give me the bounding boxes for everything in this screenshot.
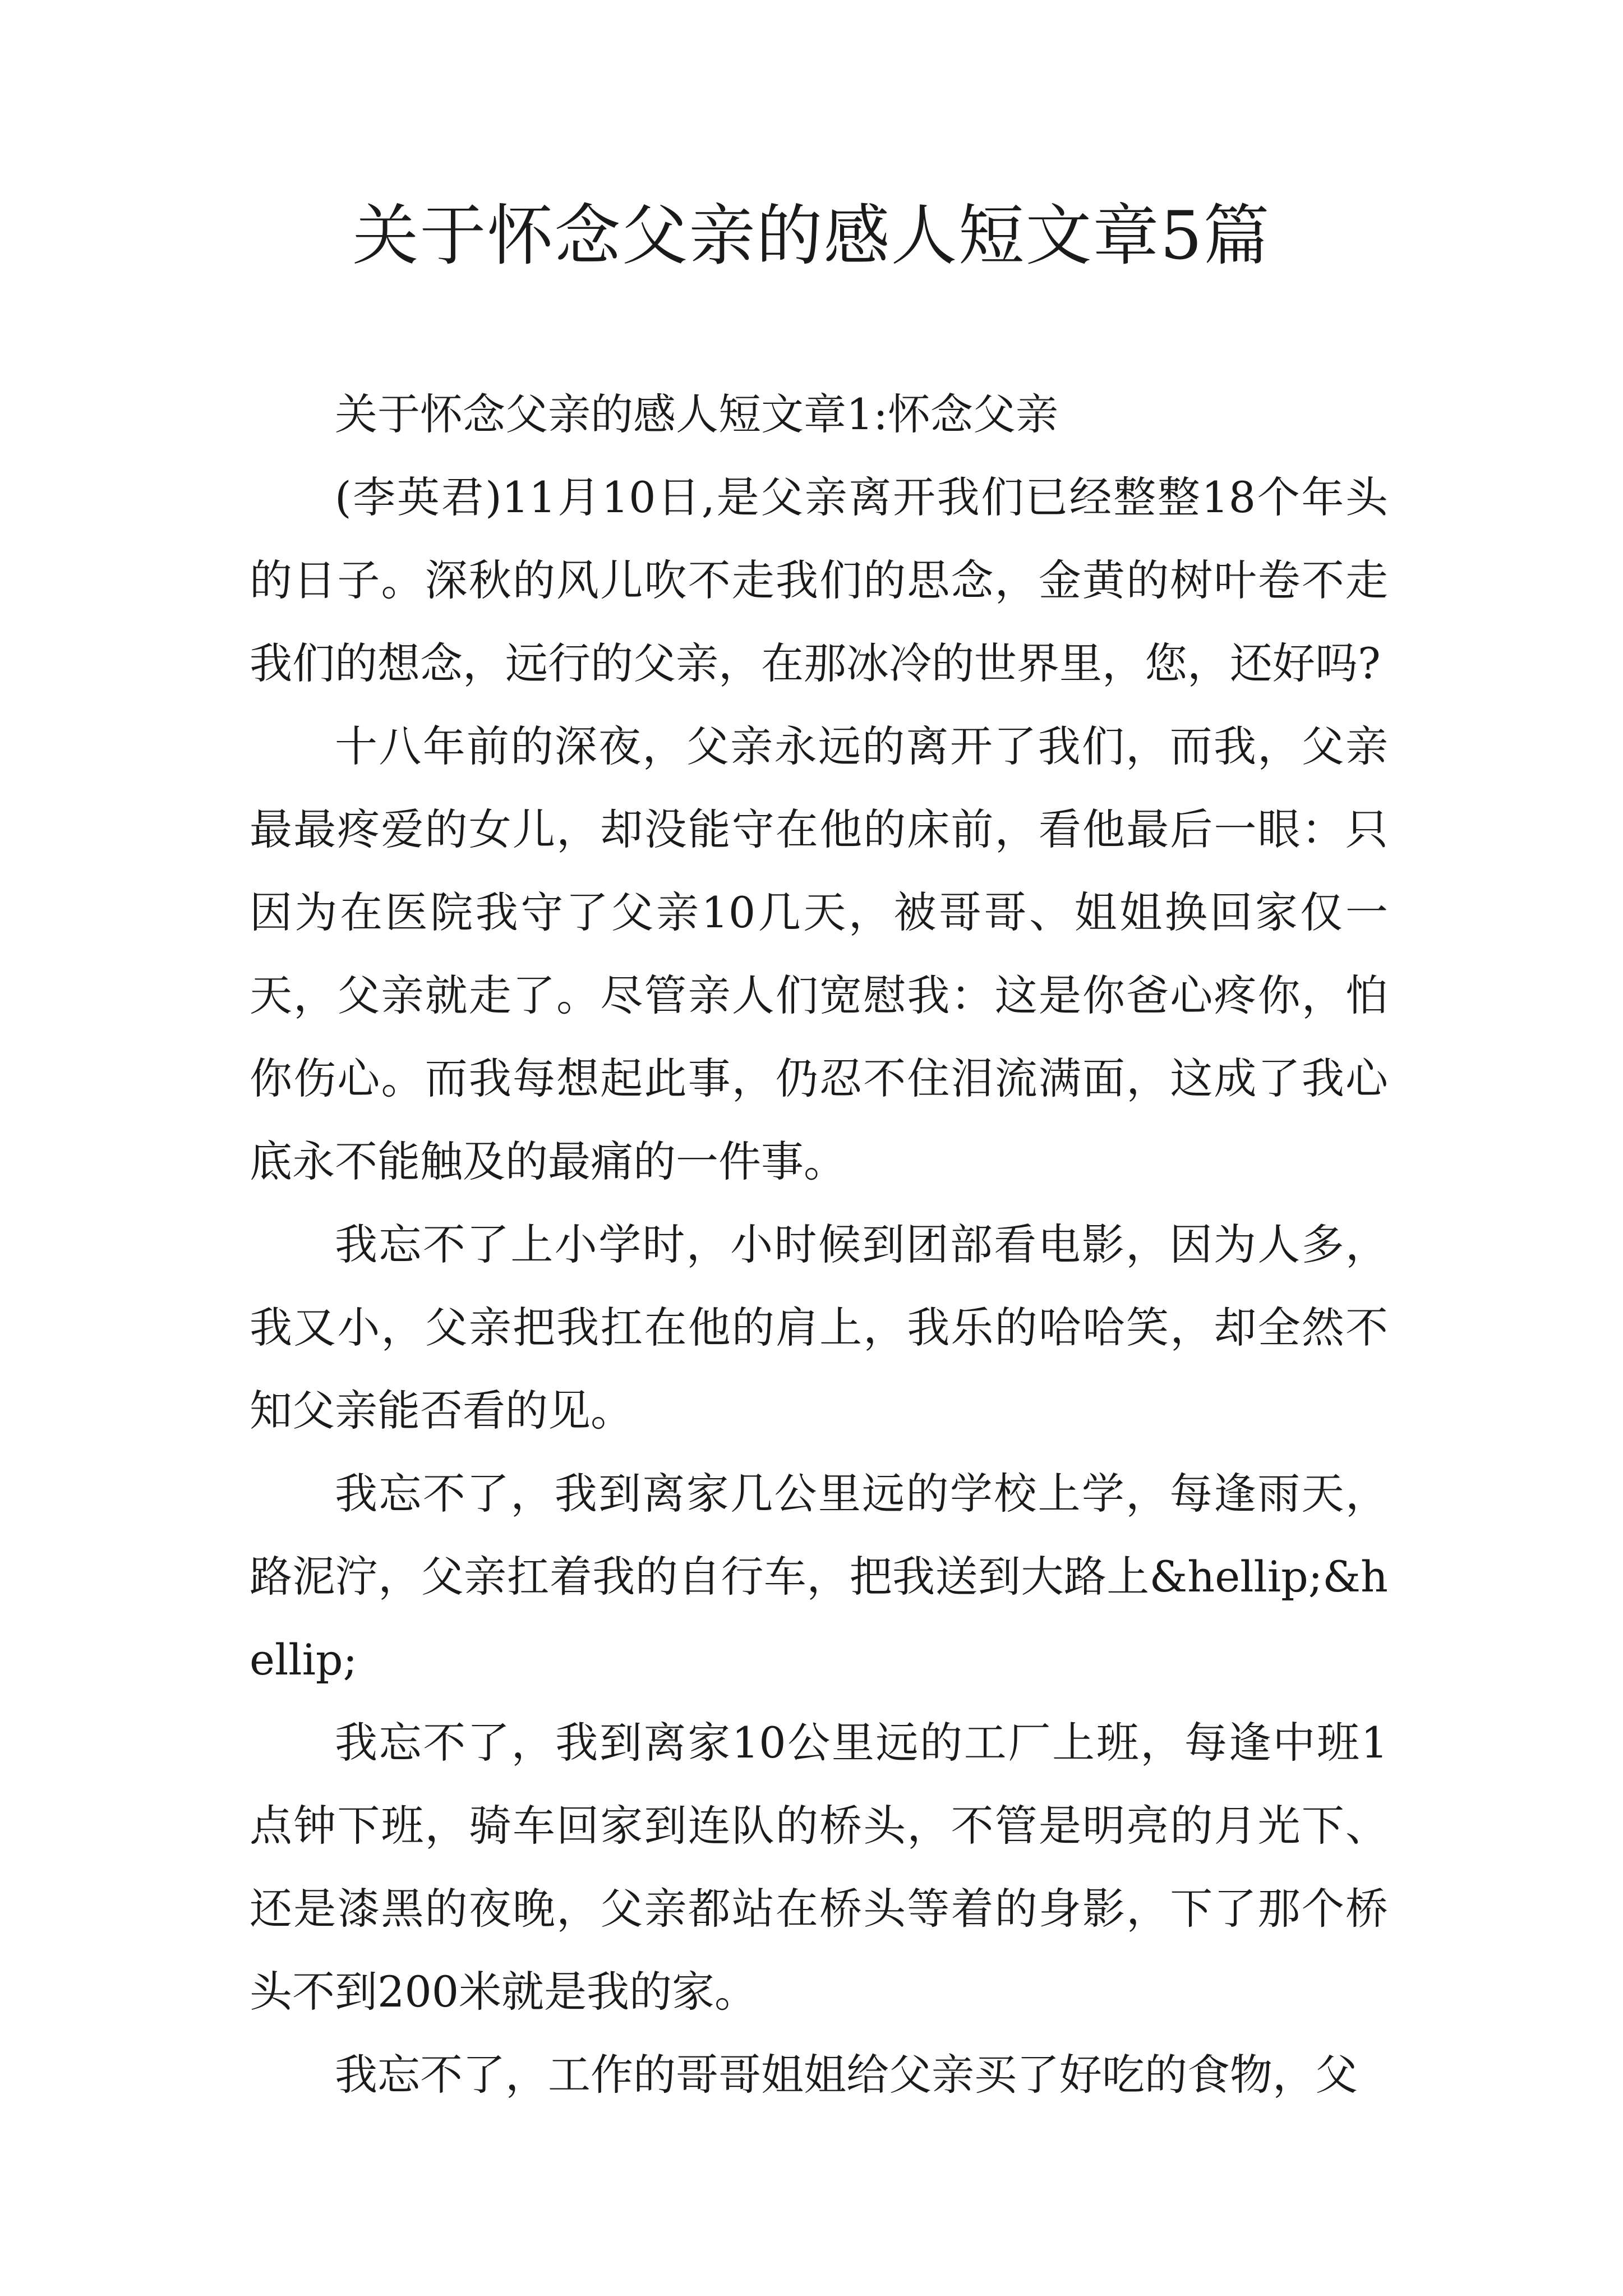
paragraph: 我忘不了，我到离家几公里远的学校上学，每逢雨天，路泥泞，父亲扛着我的自行车，把我送到大路上&hellip;&hellip; — [250, 1469, 1388, 1685]
paragraph: 我忘不了上小学时，小时候到团部看电影，因为人多，我又小，父亲把我扛在他的肩上，我乐的哈哈笑，却全然不知父亲能否看的见。 — [250, 1220, 1388, 1435]
paragraph: 十八年前的深夜，父亲永远的离开了我们，而我，父亲最最疼爱的女儿，却没能守在他的床前，看他最后一眼：只因为在医院我守了父亲10几天，被哥哥、姐姐换回家仅一天，父亲就走了。尽管亲人们宽慰我：这是你爸心疼你，怕你伤心。而我每想起此事，仍忍不住泪流满面，这成了我心底永不能触及的最痛的一件事。 — [250, 721, 1388, 1186]
section-heading: 关于怀念父亲的感人短文章1:怀念父亲 — [335, 389, 1058, 439]
paragraph: 我忘不了，我到离家10公里远的工厂上班，每逢中班1点钟下班，骑车回家到连队的桥头，不管是明亮的月光下、还是漆黑的夜晚，父亲都站在桥头等着的身影，下了那个桥头不到200米就是我的家。 — [250, 1718, 1388, 2017]
paragraph: (李英君)11月10日,是父亲离开我们已经整整18个年头的日子。深秋的风儿吹不走我们的思念，金黄的树叶卷不走我们的想念，远行的父亲，在那冰冷的世界里，您，还好吗? — [250, 472, 1388, 688]
paragraph: 我忘不了，工作的哥哥姐姐给父亲买了好吃的食物，父 — [335, 2050, 1358, 2100]
document-body — [250, 373, 1388, 2116]
document-title: 关于怀念父亲的感人短文章5篇 — [352, 197, 1271, 274]
